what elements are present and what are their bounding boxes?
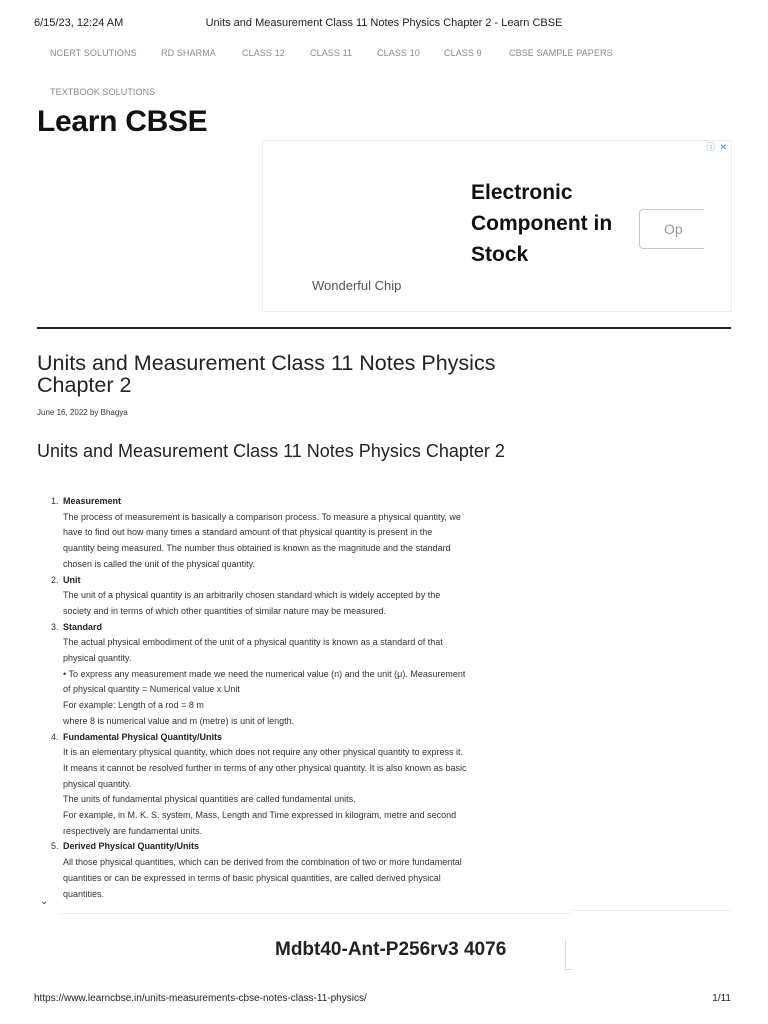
ad-open-button[interactable]: Op bbox=[639, 209, 704, 249]
text-line: physical quantity. bbox=[63, 778, 132, 789]
text-line: physical quantity. bbox=[63, 653, 132, 664]
article-subtitle: Units and Measurement Class 11 Notes Physics Chapter 2 bbox=[37, 441, 505, 461]
list-item bbox=[37, 839, 527, 902]
list-number: 4. bbox=[51, 731, 59, 742]
article-title: Units and Measurement Class 11 Notes Physics Chapter 2 bbox=[37, 351, 496, 397]
text-line: • To express any measurement made we need the numerical value (n) and the unit (μ). Measurement bbox=[63, 668, 466, 679]
nav-ncert-solutions[interactable]: NCERT SOLUTIONS bbox=[50, 48, 137, 58]
list-item-heading: Standard bbox=[63, 621, 103, 632]
text-line: All those physical quantities, which can be derived from the combination of two or more fundamental bbox=[63, 857, 462, 868]
list-item-heading: Fundamental Physical Quantity/Units bbox=[63, 731, 223, 742]
list-number: 1. bbox=[51, 496, 59, 506]
bottom-ad-banner[interactable] bbox=[60, 913, 571, 990]
bottom-ad-text: Mdbt40-Ant-P256rv3 4076 bbox=[275, 939, 507, 960]
bottom-ad-divider bbox=[571, 910, 731, 911]
nav-textbook-solutions[interactable]: TEXTBOOK SOLUTIONS bbox=[50, 87, 156, 97]
text-line: The units of fundamental physical quantities are called fundamental units. bbox=[63, 794, 356, 805]
nav-rd-sharma[interactable]: RD SHARMA bbox=[161, 48, 216, 58]
text-line: It means it cannot be resolved further in terms of any other physical quantity. It is also known as basic bbox=[63, 762, 467, 773]
list-item bbox=[37, 573, 527, 620]
print-title: Units and Measurement Class 11 Notes Physics Chapter 2 - Learn CBSE bbox=[205, 17, 563, 29]
nav-class-11[interactable]: CLASS 11 bbox=[310, 48, 353, 58]
nav-class-10[interactable]: CLASS 10 bbox=[377, 48, 420, 58]
nav-class-9[interactable]: CLASS 9 bbox=[444, 48, 482, 58]
ad-banner[interactable] bbox=[262, 140, 732, 312]
article-content bbox=[37, 494, 527, 902]
text-line: respectively are fundamental units. bbox=[63, 825, 203, 836]
print-date: 6/15/23, 12:24 AM bbox=[34, 17, 124, 29]
list-item-heading: Measurement bbox=[63, 496, 122, 506]
nav-cbse-sample-papers[interactable]: CBSE SAMPLE PAPERS bbox=[509, 48, 613, 58]
list-item bbox=[37, 494, 527, 573]
nav-class-12[interactable]: CLASS 12 bbox=[242, 48, 285, 58]
list-item bbox=[37, 620, 527, 730]
text-line: society and in terms of which other quantities of similar nature may be measured. bbox=[63, 605, 387, 616]
text-line: The process of measurement is basically a comparison process. To measure a physical quantity, we bbox=[63, 511, 461, 522]
print-page-number: 1/11 bbox=[712, 993, 731, 1004]
ad-brand: Wonderful Chip bbox=[312, 278, 402, 293]
text-line: quantity being measured. The number thus obtained is known as the magnitude and the standard bbox=[63, 543, 451, 554]
ad-close-icon[interactable]: ✕ bbox=[719, 142, 727, 152]
ad-headline: Electronic Component in Stock bbox=[471, 181, 613, 266]
chevron-down-icon[interactable]: ⌄ bbox=[40, 896, 49, 907]
text-line: where 8 is numerical value and m (metre) is unit of length. bbox=[63, 715, 295, 726]
list-item bbox=[37, 730, 527, 840]
text-line: For example, in M. K. S. system, Mass, Length and Time expressed in kilogram, metre and second bbox=[63, 810, 457, 821]
ad-info-icon[interactable]: ⓘ bbox=[706, 142, 716, 152]
list-item-heading: Unit bbox=[63, 574, 81, 585]
text-line: quantities. bbox=[63, 888, 105, 899]
header-divider bbox=[37, 327, 731, 329]
text-line: The unit of a physical quantity is an arbitrarily chosen standard which is widely accepted by the bbox=[63, 590, 441, 601]
text-line: have to find out how many times a standard amount of that physical quantity is present in the bbox=[63, 527, 433, 538]
article-meta: June 16, 2022 by Bhagya bbox=[37, 408, 128, 417]
text-line: quantities or can be expressed in terms of basic physical quantities, are called derived physical bbox=[63, 872, 441, 883]
site-logo[interactable]: Learn CBSE bbox=[37, 105, 208, 138]
list-number: 3. bbox=[51, 621, 59, 632]
bottom-ad-button[interactable] bbox=[565, 939, 572, 970]
list-item-heading: Derived Physical Quantity/Units bbox=[63, 841, 200, 852]
text-line: It is an elementary physical quantity, which does not require any other physical quantity to express it. bbox=[63, 747, 464, 758]
list-number: 5. bbox=[51, 841, 59, 852]
ad-choices[interactable] bbox=[702, 140, 727, 153]
text-line: of physical quantity = Numerical value x Unit bbox=[63, 684, 240, 695]
list-number: 2. bbox=[51, 574, 59, 585]
text-line: The actual physical embodiment of the unit of a physical quantity is known as a standard of that bbox=[63, 637, 443, 648]
text-line: chosen is called the unit of the physical quantity. bbox=[63, 558, 255, 569]
print-url: https://www.learncbse.in/units-measurements-cbse-notes-class-11-physics/ bbox=[34, 993, 367, 1004]
text-line: For example: Length of a rod = 8 m bbox=[63, 700, 204, 711]
